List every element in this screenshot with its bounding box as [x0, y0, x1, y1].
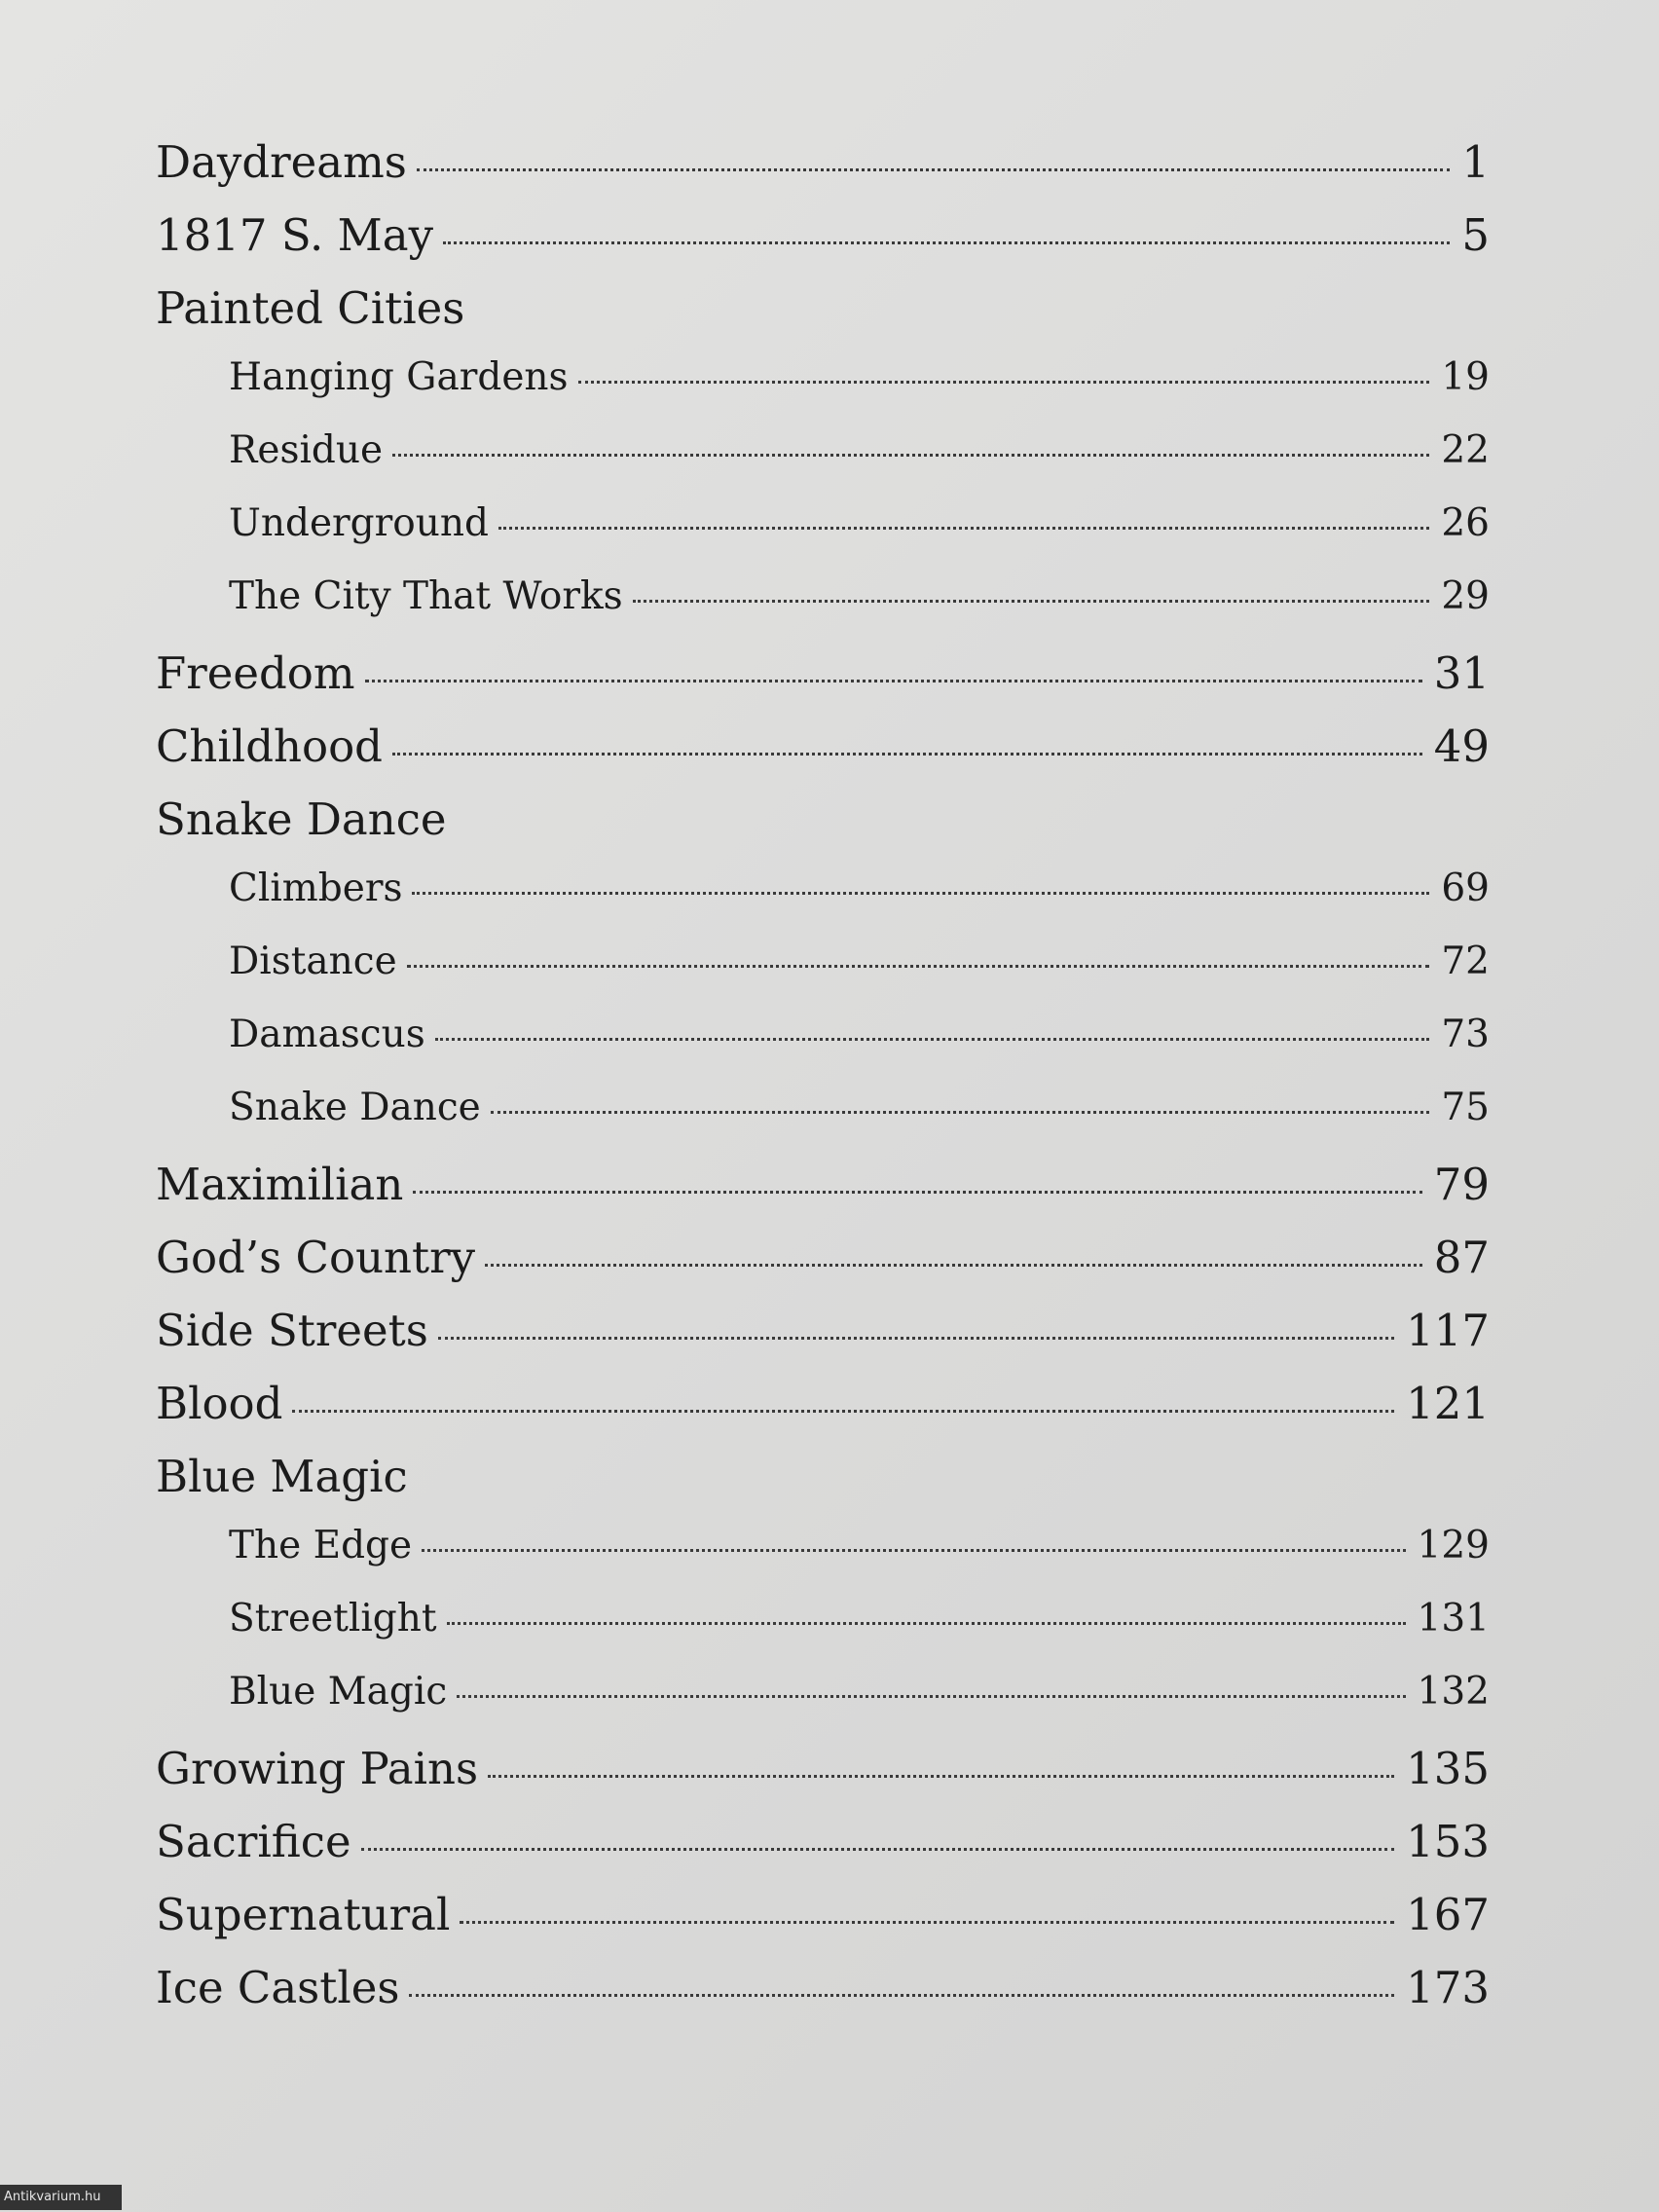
toc-entry-title: Damascus [229, 1013, 425, 1056]
toc-entry-supernatural [156, 1889, 1490, 1947]
toc-entry-daydreams [156, 136, 1490, 195]
toc-section-title: Painted Cities [156, 282, 465, 334]
toc-entry-blood [156, 1378, 1490, 1436]
toc-entry-title: Maximilian [156, 1159, 404, 1210]
toc-entry-page: 31 [1433, 647, 1490, 699]
toc-entry-page: 72 [1441, 940, 1490, 983]
toc-section-snake-dance [156, 793, 1490, 852]
dot-leader [443, 241, 1450, 244]
toc-section-title: Blue Magic [156, 1451, 408, 1502]
toc-entry-distance [156, 940, 1490, 998]
dot-leader [292, 1410, 1394, 1413]
dot-leader [417, 168, 1450, 171]
toc-entry-title: Side Streets [156, 1305, 428, 1356]
toc-section-blue-magic [156, 1451, 1490, 1509]
toc-entry-page: 29 [1441, 574, 1490, 618]
toc-entry-page: 79 [1433, 1159, 1490, 1210]
toc-entry-ice-castles [156, 1962, 1490, 2020]
toc-entry-page: 19 [1441, 355, 1490, 399]
toc-entry-page: 117 [1406, 1305, 1490, 1356]
dot-leader [392, 454, 1429, 457]
toc-entry-page: 26 [1441, 501, 1490, 545]
toc-entry-page: 129 [1417, 1524, 1490, 1567]
toc-entry-page: 22 [1441, 428, 1490, 472]
toc-entry-page: 1 [1461, 136, 1490, 188]
toc-entry-snake-dance [156, 1086, 1490, 1144]
toc-entry-title: Supernatural [156, 1889, 451, 1940]
toc-entry-title: Blue Magic [229, 1670, 448, 1714]
toc-entry-title: Snake Dance [229, 1086, 481, 1129]
dot-leader [407, 965, 1430, 968]
toc-entry-title: Ice Castles [156, 1962, 400, 2013]
dot-leader [409, 1994, 1394, 1997]
toc-entry-sacrifice [156, 1816, 1490, 1874]
toc-entry-title: Freedom [156, 647, 355, 699]
toc-entry-page: 121 [1406, 1378, 1490, 1429]
dot-leader [413, 1191, 1421, 1194]
toc-entry-childhood [156, 720, 1490, 779]
dot-leader [438, 1337, 1394, 1340]
toc-entry-side-streets [156, 1305, 1490, 1363]
toc-entry-page: 131 [1417, 1597, 1490, 1641]
toc-entry-title: Growing Pains [156, 1743, 479, 1794]
toc-entry-title: Hanging Gardens [229, 355, 569, 399]
toc-entry-growing-pains [156, 1743, 1490, 1801]
dot-leader [361, 1848, 1394, 1851]
dot-leader [498, 527, 1429, 530]
toc-entry-freedom [156, 647, 1490, 706]
toc-entry-title: Underground [229, 501, 489, 545]
toc-entry-page: 135 [1406, 1743, 1490, 1794]
table-of-contents [156, 136, 1490, 2045]
toc-entry-title: Residue [229, 428, 384, 472]
toc-entry-the-edge [156, 1524, 1490, 1582]
toc-entry-page: 153 [1406, 1816, 1490, 1867]
toc-entry-page: 5 [1461, 209, 1490, 261]
toc-entry-streetlight [156, 1597, 1490, 1655]
toc-entry-page: 167 [1406, 1889, 1490, 1940]
toc-entry-title: Climbers [229, 866, 403, 910]
dot-leader [488, 1775, 1394, 1778]
toc-entry-the-city-that-works [156, 574, 1490, 633]
dot-leader [578, 381, 1430, 384]
toc-entry-title: Streetlight [229, 1597, 437, 1641]
toc-entry-climbers [156, 866, 1490, 925]
toc-entry-page: 49 [1433, 720, 1490, 772]
toc-entry-title: The Edge [229, 1524, 413, 1567]
toc-entry-title: God’s Country [156, 1232, 476, 1283]
dot-leader [435, 1038, 1430, 1041]
toc-entry-maximilian [156, 1159, 1490, 1217]
toc-entry-page: 69 [1441, 866, 1490, 910]
toc-entry-underground [156, 501, 1490, 560]
toc-entry-title: Sacrifice [156, 1816, 351, 1867]
toc-entry-page: 132 [1417, 1670, 1490, 1714]
toc-entry-residue [156, 428, 1490, 487]
watermark-label: Antikvarium.hu [0, 2185, 122, 2210]
toc-entry-title: Childhood [156, 720, 383, 772]
toc-entry-1817-s-may [156, 209, 1490, 268]
dot-leader [392, 753, 1422, 756]
toc-entry-title: The City That Works [229, 574, 623, 618]
dot-leader [491, 1111, 1430, 1114]
toc-entry-title: 1817 S. May [156, 209, 433, 261]
dot-leader [447, 1622, 1406, 1625]
toc-entry-gods-country [156, 1232, 1490, 1290]
dot-leader [485, 1264, 1422, 1267]
dot-leader [457, 1695, 1405, 1698]
toc-entry-page: 75 [1441, 1086, 1490, 1129]
dot-leader [422, 1549, 1405, 1552]
dot-leader [412, 892, 1429, 895]
toc-section-painted-cities [156, 282, 1490, 341]
toc-entry-page: 87 [1433, 1232, 1490, 1283]
toc-entry-blue-magic [156, 1670, 1490, 1728]
toc-entry-page: 73 [1441, 1013, 1490, 1056]
toc-entry-title: Blood [156, 1378, 283, 1429]
dot-leader [633, 600, 1430, 603]
toc-entry-damascus [156, 1013, 1490, 1071]
toc-entry-title: Distance [229, 940, 397, 983]
toc-section-title: Snake Dance [156, 793, 447, 845]
dot-leader [365, 680, 1422, 682]
toc-entry-page: 173 [1406, 1962, 1490, 2013]
dot-leader [460, 1921, 1394, 1924]
toc-entry-hanging-gardens [156, 355, 1490, 414]
toc-entry-title: Daydreams [156, 136, 407, 188]
